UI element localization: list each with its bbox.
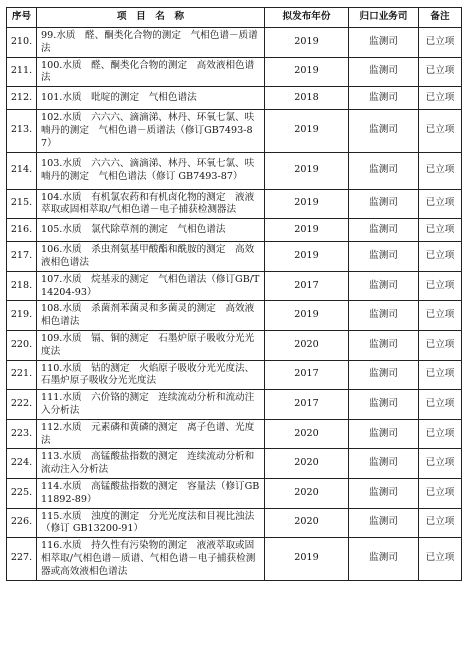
row-department: 监测司 [349, 538, 419, 580]
row-note: 已立项 [419, 189, 462, 219]
row-publish-year: 2019 [265, 538, 349, 580]
row-note: 已立项 [419, 419, 462, 449]
table-body [7, 28, 462, 581]
row-department: 监测司 [349, 301, 419, 331]
table-row [7, 57, 462, 87]
row-note: 已立项 [419, 110, 462, 152]
table-row [7, 449, 462, 479]
row-department: 监测司 [349, 57, 419, 87]
row-publish-year: 2020 [265, 330, 349, 360]
row-publish-year: 2018 [265, 87, 349, 110]
row-note: 已立项 [419, 271, 462, 301]
table-row [7, 538, 462, 580]
row-note: 已立项 [419, 478, 462, 508]
row-note: 已立项 [419, 301, 462, 331]
table-row [7, 330, 462, 360]
row-item-name: 113.水质 高锰酸盐指数的测定 连续流动分析和流动注入分析法 [37, 449, 265, 479]
row-department: 监测司 [349, 360, 419, 390]
row-item-name: 106.水质 杀虫剂氨基甲酸酯和酰胺的测定 高效液相色谱法 [37, 242, 265, 272]
row-department: 监测司 [349, 28, 419, 58]
row-number: 221. [7, 360, 37, 390]
row-publish-year: 2019 [265, 242, 349, 272]
row-item-name: 101.水质 吡啶的测定 气相色谱法 [37, 87, 265, 110]
row-number: 220. [7, 330, 37, 360]
table-row [7, 390, 462, 420]
row-publish-year: 2017 [265, 360, 349, 390]
table-row [7, 360, 462, 390]
table-row [7, 152, 462, 189]
row-item-name: 111.水质 六价铬的测定 连续流动分析和流动注入分析法 [37, 390, 265, 420]
row-item-name: 100.水质 醛、酮类化合物的测定 高效液相色谱法 [37, 57, 265, 87]
row-note: 已立项 [419, 330, 462, 360]
table-row [7, 189, 462, 219]
row-department: 监测司 [349, 219, 419, 242]
row-publish-year: 2019 [265, 28, 349, 58]
row-department: 监测司 [349, 110, 419, 152]
table-row [7, 478, 462, 508]
header-no: 序号 [7, 8, 37, 28]
row-number: 224. [7, 449, 37, 479]
standards-table [6, 7, 462, 581]
row-item-name: 105.水质 氯代除草剂的测定 气相色谱法 [37, 219, 265, 242]
row-item-name: 103.水质 六六六、滴滴涕、林丹、环氧七氯、呋喃丹的测定 气相色谱法（修订 GB7493-87） [37, 152, 265, 189]
row-department: 监测司 [349, 449, 419, 479]
row-item-name: 104.水质 有机氯农药和有机卤化物的测定 液液萃取或固相萃取/气相色谱－电子捕获检测器法 [37, 189, 265, 219]
row-note: 已立项 [419, 390, 462, 420]
row-number: 211. [7, 57, 37, 87]
row-department: 监测司 [349, 330, 419, 360]
row-number: 213. [7, 110, 37, 152]
row-item-name: 116.水质 持久性有污染物的测定 液液萃取或固相萃取/气相色谱－质谱、气相色谱－电子捕获检测器或高效液相色谱法 [37, 538, 265, 580]
row-number: 212. [7, 87, 37, 110]
row-item-name: 114.水质 高锰酸盐指数的测定 容量法（修订GB11892-89） [37, 478, 265, 508]
row-number: 215. [7, 189, 37, 219]
row-department: 监测司 [349, 189, 419, 219]
row-department: 监测司 [349, 508, 419, 538]
row-publish-year: 2019 [265, 301, 349, 331]
row-department: 监测司 [349, 87, 419, 110]
header-dept: 归口业务司 [349, 8, 419, 28]
row-item-name: 107.水质 烷基汞的测定 气相色谱法（修订GB/T14204-93） [37, 271, 265, 301]
row-number: 222. [7, 390, 37, 420]
table-row [7, 219, 462, 242]
row-note: 已立项 [419, 538, 462, 580]
row-number: 223. [7, 419, 37, 449]
row-note: 已立项 [419, 508, 462, 538]
row-publish-year: 2020 [265, 449, 349, 479]
row-department: 监测司 [349, 419, 419, 449]
table-row [7, 508, 462, 538]
row-note: 已立项 [419, 57, 462, 87]
header-item: 项 目 名 称 [37, 8, 265, 28]
row-number: 214. [7, 152, 37, 189]
row-item-name: 102.水质 六六六、滴滴涕、林丹、环氧七氯、呋喃丹的测定 气相色谱－质谱法（修订GB7493-87） [37, 110, 265, 152]
row-department: 监测司 [349, 152, 419, 189]
row-publish-year: 2019 [265, 57, 349, 87]
row-department: 监测司 [349, 390, 419, 420]
row-item-name: 115.水质 浊度的测定 分光光度法和目视比浊法（修订 GB13200-91） [37, 508, 265, 538]
table-row [7, 301, 462, 331]
row-item-name: 112.水质 元素磷和黄磷的测定 离子色谱、光度法 [37, 419, 265, 449]
table-header-row [7, 8, 462, 28]
row-note: 已立项 [419, 360, 462, 390]
row-publish-year: 2020 [265, 419, 349, 449]
row-number: 219. [7, 301, 37, 331]
row-item-name: 99.水质 醛、酮类化合物的测定 气相色谱－质谱法 [37, 28, 265, 58]
table-row [7, 87, 462, 110]
row-publish-year: 2019 [265, 189, 349, 219]
row-publish-year: 2019 [265, 110, 349, 152]
row-number: 217. [7, 242, 37, 272]
row-publish-year: 2020 [265, 478, 349, 508]
row-number: 226. [7, 508, 37, 538]
row-publish-year: 2019 [265, 219, 349, 242]
row-note: 已立项 [419, 152, 462, 189]
row-item-name: 109.水质 镉、铜的测定 石墨炉原子吸收分光光度法 [37, 330, 265, 360]
row-note: 已立项 [419, 242, 462, 272]
row-note: 已立项 [419, 449, 462, 479]
row-item-name: 108.水质 杀菌剂苯菌灵和多菌灵的测定 高效液相色谱法 [37, 301, 265, 331]
table-row [7, 419, 462, 449]
row-note: 已立项 [419, 28, 462, 58]
standards-table-page [6, 7, 461, 581]
header-year: 拟发布年份 [265, 8, 349, 28]
row-number: 227. [7, 538, 37, 580]
row-item-name: 110.水质 钴的测定 火焰原子吸收分光光度法、石墨炉原子吸收分光光度法 [37, 360, 265, 390]
row-number: 225. [7, 478, 37, 508]
row-note: 已立项 [419, 219, 462, 242]
row-number: 210. [7, 28, 37, 58]
row-department: 监测司 [349, 478, 419, 508]
header-note: 备注 [419, 8, 462, 28]
table-row [7, 242, 462, 272]
row-publish-year: 2017 [265, 390, 349, 420]
table-row [7, 110, 462, 152]
row-number: 216. [7, 219, 37, 242]
row-note: 已立项 [419, 87, 462, 110]
row-publish-year: 2019 [265, 152, 349, 189]
table-row [7, 28, 462, 58]
row-number: 218. [7, 271, 37, 301]
row-department: 监测司 [349, 242, 419, 272]
row-department: 监测司 [349, 271, 419, 301]
table-row [7, 271, 462, 301]
row-publish-year: 2020 [265, 508, 349, 538]
row-publish-year: 2017 [265, 271, 349, 301]
